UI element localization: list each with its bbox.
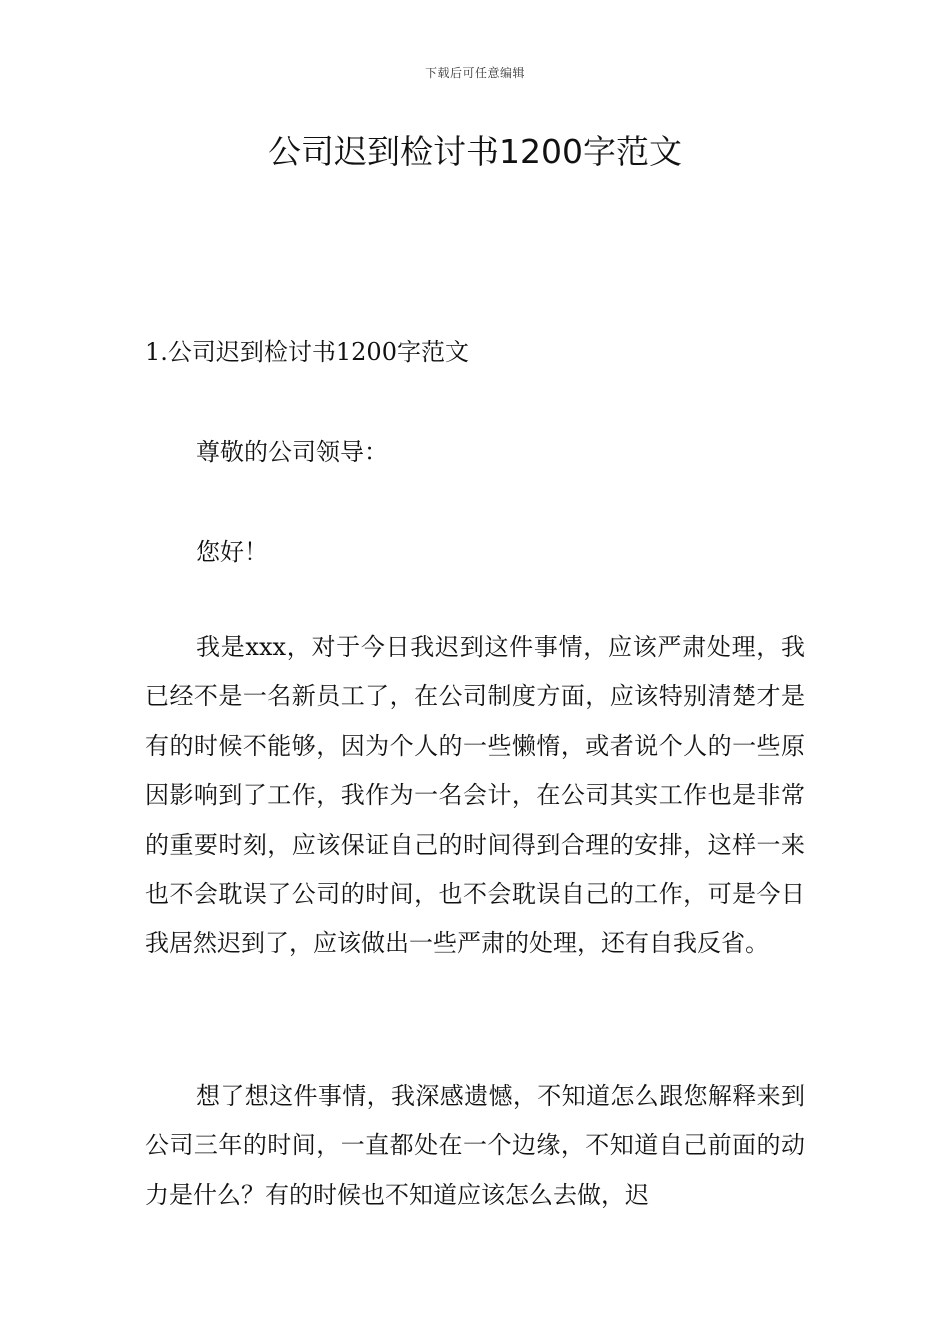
body-paragraph: 想了想这件事情，我深感遗憾，不知道怎么跟您解释来到公司三年的时间，一直都处在一个边缘，不知道自己前面的动力是什么？有的时候也不知道应该怎么去做，迟 [145, 1082, 805, 1209]
document-title: 公司迟到检讨书1200字范文 [268, 132, 682, 171]
header-note: 下载后可任意编辑 [424, 66, 525, 80]
section-heading: 1.公司迟到检讨书1200字范文 [145, 338, 469, 366]
body-paragraph: 我是xxx，对于今日我迟到这件事情，应该严肃处理，我已经不是一名新员工了，在公司制度方面，应该特别清楚才是有的时候不能够，因为个人的一些懒惰，或者说个人的一些原因影响到了工作，我作为一名会计，在公司其实工作也是非常的重要时刻，应该保证自己的时间得到合理的安排，这样一来也不会耽误了公司的时间，也不会耽误自己的工作，可是今日我居然迟到了，应该做出一些严肃的处理，还有自我反省。 [145, 633, 805, 958]
greeting: 您好！ [196, 538, 268, 566]
salutation: 尊敬的公司领导： [196, 438, 388, 466]
